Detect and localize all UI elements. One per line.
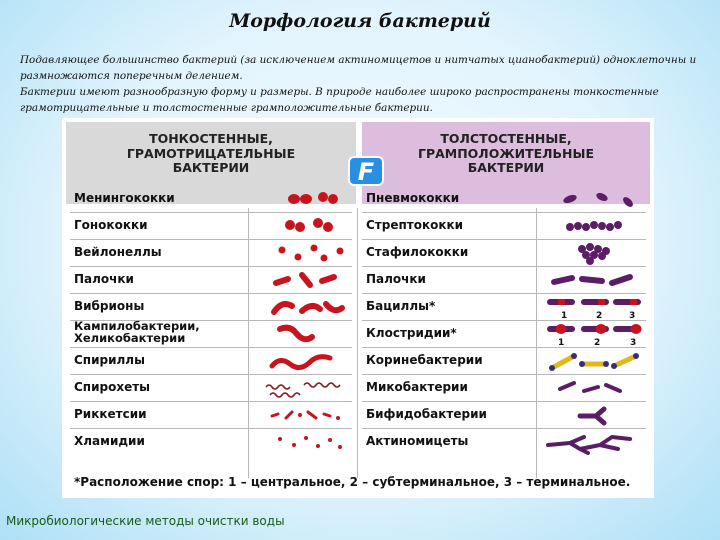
f-logo-icon — [346, 154, 386, 188]
pneumococci-shape-icon — [540, 188, 646, 210]
table-row — [362, 212, 646, 240]
table-row — [70, 374, 352, 402]
row-label-corynebacteria: Коринебактерии — [366, 353, 483, 367]
intro-paragraph-1: Подавляющее большинство бактерий (за исключением актиномицетов и нитчатых цианобактерий) одноклеточны и размножаются поперечным делением. — [20, 54, 697, 82]
row-label-staphylococci: Стафилококки — [366, 245, 469, 259]
rods-positive-shape-icon — [540, 269, 646, 291]
table-row — [362, 320, 646, 348]
row-label-veillonella: Вейлонеллы — [74, 245, 162, 259]
spirilla-shape-icon — [260, 350, 350, 372]
row-label-rods-negative: Палочки — [74, 272, 134, 286]
table-row — [70, 320, 352, 348]
intro-text — [20, 52, 705, 116]
table-row — [362, 347, 646, 375]
table-row — [70, 212, 352, 240]
chlamydiae-shape-icon — [260, 431, 350, 453]
row-label-spirochetes: Спирохеты — [74, 380, 151, 394]
row-label-spirilla: Спириллы — [74, 353, 145, 367]
table-row — [362, 374, 646, 402]
rods-negative-shape-icon — [260, 269, 350, 291]
mycobacteria-shape-icon — [540, 377, 646, 399]
table-row — [362, 293, 646, 321]
clostridia-shape-icon — [540, 320, 646, 347]
row-label-vibrios: Вибрионы — [74, 299, 145, 313]
rickettsiae-shape-icon — [260, 404, 350, 426]
staphylococci-shape-icon — [540, 240, 646, 266]
table-row — [70, 266, 352, 294]
corynebacteria-shape-icon — [540, 348, 646, 374]
bacilli-shape-icon — [540, 293, 646, 320]
table-row — [362, 266, 646, 294]
clostridia-spore-label-3: 3 — [630, 338, 637, 347]
row-label-streptococci: Стрептококки — [366, 218, 464, 232]
row-label-rickettsiae: Риккетсии — [74, 407, 147, 421]
spore-label-1: 1 — [561, 311, 568, 320]
spore-footnote: *Расположение спор: 1 – центральное, 2 – субтерминальное, 3 – терминальное. — [74, 475, 631, 489]
header-gram-positive-label: ТОЛСТОСТЕННЫЕ, ГРАМПОЛОЖИТЕЛЬНЫЕ БАКТЕРИИ — [417, 131, 595, 175]
row-label-rods-positive: Палочки — [366, 272, 426, 286]
row-label-mycobacteria: Микобактерии — [366, 380, 468, 394]
table-row — [70, 239, 352, 267]
spirochetes-shape-icon — [260, 375, 350, 401]
row-label-chlamydiae: Хламидии — [74, 434, 145, 448]
row-label-clostridia: Клостридии* — [366, 326, 457, 340]
column-divider-center — [357, 208, 358, 478]
row-label-bifidobacteria: Бифидобактерии — [366, 407, 487, 421]
bacteria-morphology-table — [62, 118, 654, 498]
table-row — [70, 293, 352, 321]
f-logo-letter: F — [357, 158, 375, 186]
spore-label-2: 2 — [596, 311, 603, 320]
intro-paragraph-2: Бактерии имеют разнообразную форму и размеры. В природе наиболее широко распространены тонкостенные грамотрицательные и толстостенные грамположительные бактерии. — [20, 86, 659, 114]
slide-title: Морфология бактерий — [229, 10, 491, 32]
table-row — [70, 401, 352, 429]
table-row — [362, 428, 646, 455]
vibrios-shape-icon — [260, 296, 350, 318]
row-label-pneumococci: Пневмококки — [366, 191, 460, 205]
bifidobacteria-shape-icon — [540, 404, 646, 426]
campylobacter-shape-icon — [260, 323, 350, 345]
meningococci-shape-icon — [260, 188, 350, 210]
footer-caption: Микробиологические методы очистки воды — [6, 514, 285, 528]
table-row — [70, 347, 352, 375]
row-label-campylobacter: Кампилобактерии, Хеликобактерии — [74, 319, 200, 345]
spore-label-3: 3 — [629, 311, 636, 320]
header-gram-negative-label: ТОНКОСТЕННЫЕ, ГРАМОТРИЦАТЕЛЬНЫЕ БАКТЕРИИ — [126, 131, 296, 175]
clostridia-spore-label-2: 2 — [594, 338, 601, 347]
table-row — [362, 185, 646, 213]
streptococci-shape-icon — [540, 215, 646, 237]
gonococci-shape-icon — [260, 215, 350, 237]
table-row — [70, 185, 352, 213]
table-row — [70, 428, 352, 455]
veillonella-shape-icon — [260, 242, 350, 264]
row-label-gonococci: Гонококки — [74, 218, 148, 232]
row-label-actinomycetes: Актиномицеты — [366, 434, 469, 448]
row-label-meningococci: Менингококки — [74, 191, 175, 205]
table-row — [362, 239, 646, 267]
actinomycetes-shape-icon — [540, 429, 646, 455]
clostridia-spore-label-1: 1 — [558, 338, 565, 347]
table-row — [362, 401, 646, 429]
row-label-bacilli: Бациллы* — [366, 299, 436, 313]
